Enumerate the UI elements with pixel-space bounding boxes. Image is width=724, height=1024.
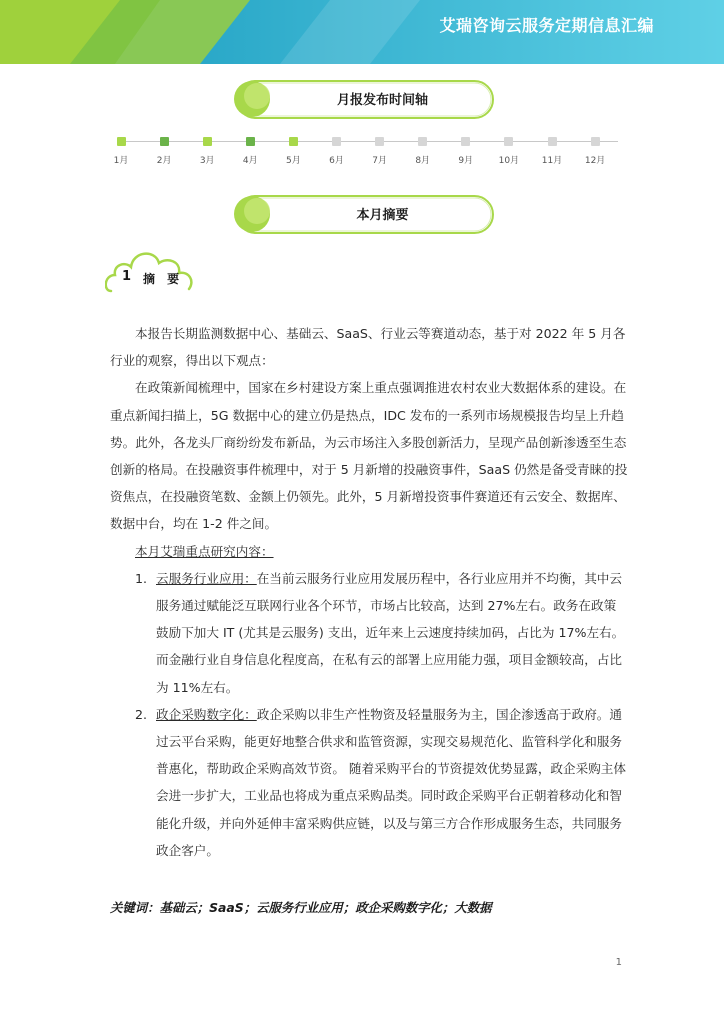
- timeline-marker-1: [117, 137, 126, 146]
- timeline-month-label: 7月: [372, 156, 387, 166]
- intro-paragraph: 本报告长期监测数据中心、基础云、SaaS、行业云等赛道动态，基于对 2022 年 5 月各行业的观察，得出以下观点：: [110, 326, 626, 369]
- list-item: [110, 565, 628, 701]
- timeline-section-title: [233, 78, 496, 122]
- timeline-marker-10: [504, 137, 513, 146]
- page-number: 1: [615, 957, 622, 968]
- summary-heading: [105, 237, 205, 297]
- timeline-marker-2: [160, 137, 169, 146]
- timeline-month-label: 12月: [584, 156, 606, 166]
- overview-paragraph: 在政策新闻梳理中，国家在乡村建设方案上重点强调推进农村农业大数据体系的建设。在重点新闻扫描上，5G 数据中心的建立仍是热点，IDC 发布的一系列市场规模报告均呈上升趋势。此外，各龙头厂商纷纷发布新品，为云市场注入多股创新活力，呈现产品创新渗透至生态创新的格局。在投融资事件梳理中，对于 5 月新增的投融资事件，SaaS 仍然是备受青睐的投资焦点，在投融资笔数、金额上仍领先。此外，5 月新增投资事件赛道还有云安全、数据库、数据中台，均在 1-2 件之间。: [110, 380, 628, 532]
- timeline-marker-8: [418, 137, 427, 146]
- timeline-marker-9: [461, 137, 470, 146]
- list-item-number: 1.: [135, 570, 148, 586]
- focus-label: 本月艾瑞重点研究内容：: [135, 543, 274, 559]
- summary-heading-text: 摘 要: [143, 272, 184, 286]
- timeline-section-label: 月报发布时间轴: [336, 93, 428, 108]
- list-item-title: 云服务行业应用：: [156, 570, 257, 586]
- timeline-marker-12: [591, 137, 600, 146]
- timeline-month-label: 9月: [458, 156, 474, 166]
- timeline-month-label: 10月: [498, 156, 520, 166]
- cloud-icon: [105, 237, 205, 297]
- timeline-marker-4: [246, 137, 255, 146]
- summary-section-label: 本月摘要: [356, 208, 409, 223]
- list-item-text: 在当前云服务行业应用发展历程中，各行业应用并不均衡，其中云服务通过赋能泛互联网行业各个环节，市场占比较高，达到 27%左右。政务在政策鼓励下加大 IT (尤其是云服务) 支出，近年来上云速度持续加码，占比为 17%左右。而金融行业自身信息化程度高，在私有云的部署上应用能力强，项目金额较高，占比为 11%左右。: [156, 570, 625, 695]
- timeline-month-label: 11月: [541, 156, 563, 166]
- timeline-month-label: 6月: [329, 156, 344, 166]
- timeline-month-label: 2月: [156, 156, 172, 166]
- keywords-line: 关键词：基础云；SaaS；云服务行业应用；政企采购数字化；大数据: [110, 900, 492, 915]
- list-item-title: 政企采购数字化：: [156, 706, 257, 722]
- page-header: [0, 0, 724, 64]
- timeline-month-label: 5月: [286, 156, 301, 166]
- list-item-number: 2.: [135, 706, 148, 722]
- timeline-month-label: 8月: [415, 156, 431, 166]
- summary-body: [110, 320, 628, 864]
- timeline-marker-11: [548, 137, 557, 146]
- timeline-axis: [118, 141, 618, 142]
- focus-list: [110, 565, 628, 864]
- timeline-marker-5: [289, 137, 298, 146]
- timeline-month-label: 4月: [242, 156, 258, 166]
- summary-heading-number: 1: [122, 269, 132, 284]
- timeline-month-label: 1月: [113, 156, 129, 166]
- timeline-marker-3: [203, 137, 212, 146]
- list-item: [110, 701, 628, 864]
- list-item-text: 政企采购以非生产性物资及轻量服务为主，国企渗透高于政府。通过云平台采购，能更好地整合供求和监管资源，实现交易规范化、监管科学化和服务普惠化，帮助政企采购高效节资。 随着采购平台的节资提效优势显露，政企采购主体会进一步扩大，工业品也将成为重点采购品类。同时政企采购平台正朝着移动化和智能化升级，并向外延伸丰富采购供应链，以及与第三方合作形成服务生态，共同服务政企客户。: [156, 706, 626, 858]
- timeline-marker-7: [375, 137, 384, 146]
- summary-section-title: [233, 193, 496, 237]
- header-title: 艾瑞咨询云服务定期信息汇编: [439, 16, 654, 35]
- timeline-month-label: 3月: [199, 156, 215, 166]
- timeline-marker-6: [332, 137, 341, 146]
- publish-timeline: [112, 133, 624, 169]
